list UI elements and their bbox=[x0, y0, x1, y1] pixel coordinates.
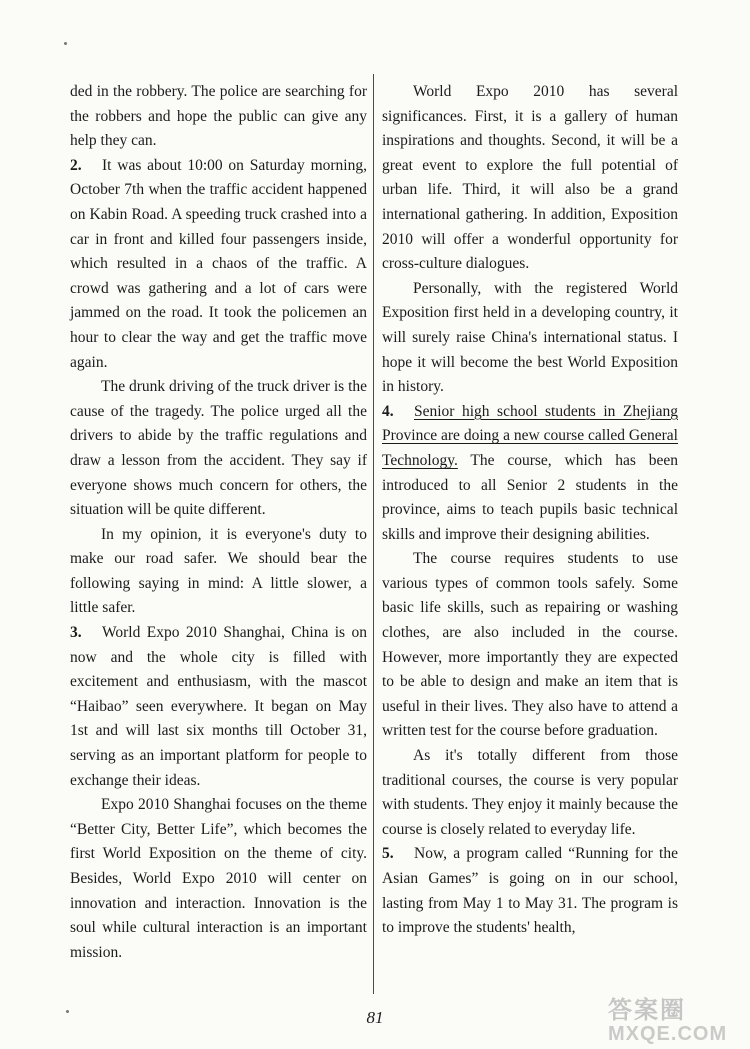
section-2-paragraph-2: The drunk driving of the truck driver is the cause of the tragedy. The police urged all the drivers to abide by the traffic regulations and draw a lesson from the accident. They say if everyone shows much concern for others, the situation will be quite different. bbox=[70, 378, 368, 519]
watermark-en: MXQE.COM bbox=[608, 1023, 728, 1045]
left-column bbox=[70, 80, 367, 965]
section-number: 4. bbox=[382, 402, 394, 420]
watermark-logo bbox=[608, 990, 738, 1046]
section-4-paragraph-3: As it's totally different from those traditional courses, the course is very popular with students. They enjoy it mainly because the course is closely related to everyday life. bbox=[382, 747, 678, 838]
section-3-paragraph-2: Expo 2010 Shanghai focuses on the theme “Better City, Better Life”, which becomes the first World Exposition on the theme of city. Besides, World Expo 2010 will center on innovation and interaction. Innovation is the soul while cultural interaction is an important mission. bbox=[70, 796, 367, 961]
section-number: 3. bbox=[70, 624, 82, 642]
section-4-paragraph-1 bbox=[382, 400, 678, 548]
page-number: 81 bbox=[366, 1008, 384, 1027]
section-3-text: World Expo 2010 Shanghai, China is on now and the whole city is filled with excitement and enthusiasm, with the mascot “Haibao” seen everywhere. It began on May 1st and will last six months till October 31, serving as an important platform for people to exchange their ideas. bbox=[70, 624, 367, 789]
section-2-text: It was about 10:00 on Saturday morning, October 7th when the traffic accident happened on Kabin Road. A speeding truck crashed into a car in front and killed four passengers inside, which resulted in a chaos of the traffic. A crowd was gathering and a lot of cars were jammed on the road. It took the policemen an hour to clear the way and get the traffic move again. bbox=[70, 156, 367, 371]
expo-personal-paragraph: Personally, with the registered World Exposition first held in a developing country, it will surely raise China's international status. I hope it will become the best World Exposition in history. bbox=[382, 279, 678, 396]
watermark-cn: 答案圈 bbox=[608, 997, 686, 1024]
section-2-paragraph-1 bbox=[70, 154, 367, 375]
section-3-paragraph-1 bbox=[70, 621, 367, 793]
paragraph-robbery-end: ded in the robbery. The police are searching for the robbers and hope the public can give any help they can. bbox=[70, 83, 367, 150]
section-5-paragraph-1 bbox=[382, 842, 678, 940]
section-number: 5. bbox=[382, 845, 394, 863]
section-number: 2. bbox=[70, 156, 82, 174]
expo-significance-paragraph: World Expo 2010 has several significances. First, it is a gallery of human inspirations and thoughts. Second, it will be a great event to explore the full potential of urban life. Third, it will also be a grand international gathering. In addition, Exposition 2010 will offer a wonderful opportunity for cross-culture dialogues. bbox=[382, 83, 678, 273]
right-column bbox=[382, 80, 678, 941]
column-divider bbox=[373, 74, 374, 994]
section-2-paragraph-3: In my opinion, it is everyone's duty to make our road safer. We should bear the following saying in mind: A little slower, a little safer. bbox=[70, 525, 367, 617]
section-5-text: Now, a program called “Running for the Asian Games” is going on in our school, lasting from May 1 to May 31. The program is to improve the students' health, bbox=[382, 845, 678, 937]
section-4-text: The course, which has been introduced to all Senior 2 students in the province, aims to teach pupils basic technical skills and improve their designing abilities. bbox=[382, 451, 678, 543]
underlined-topic-sentence: Senior high school students in Zhejiang Province are doing a new course called General Technology. bbox=[382, 402, 678, 469]
scan-speck bbox=[64, 42, 67, 45]
section-4-paragraph-2: The course requires students to use various types of common tools safely. Some basic life skills, such as repairing or washing clothes, are also included in the course. However, more importantly they are expected to be able to design and make an item that is useful in their lives. They also have to attend a written test for the course before graduation. bbox=[382, 550, 678, 740]
